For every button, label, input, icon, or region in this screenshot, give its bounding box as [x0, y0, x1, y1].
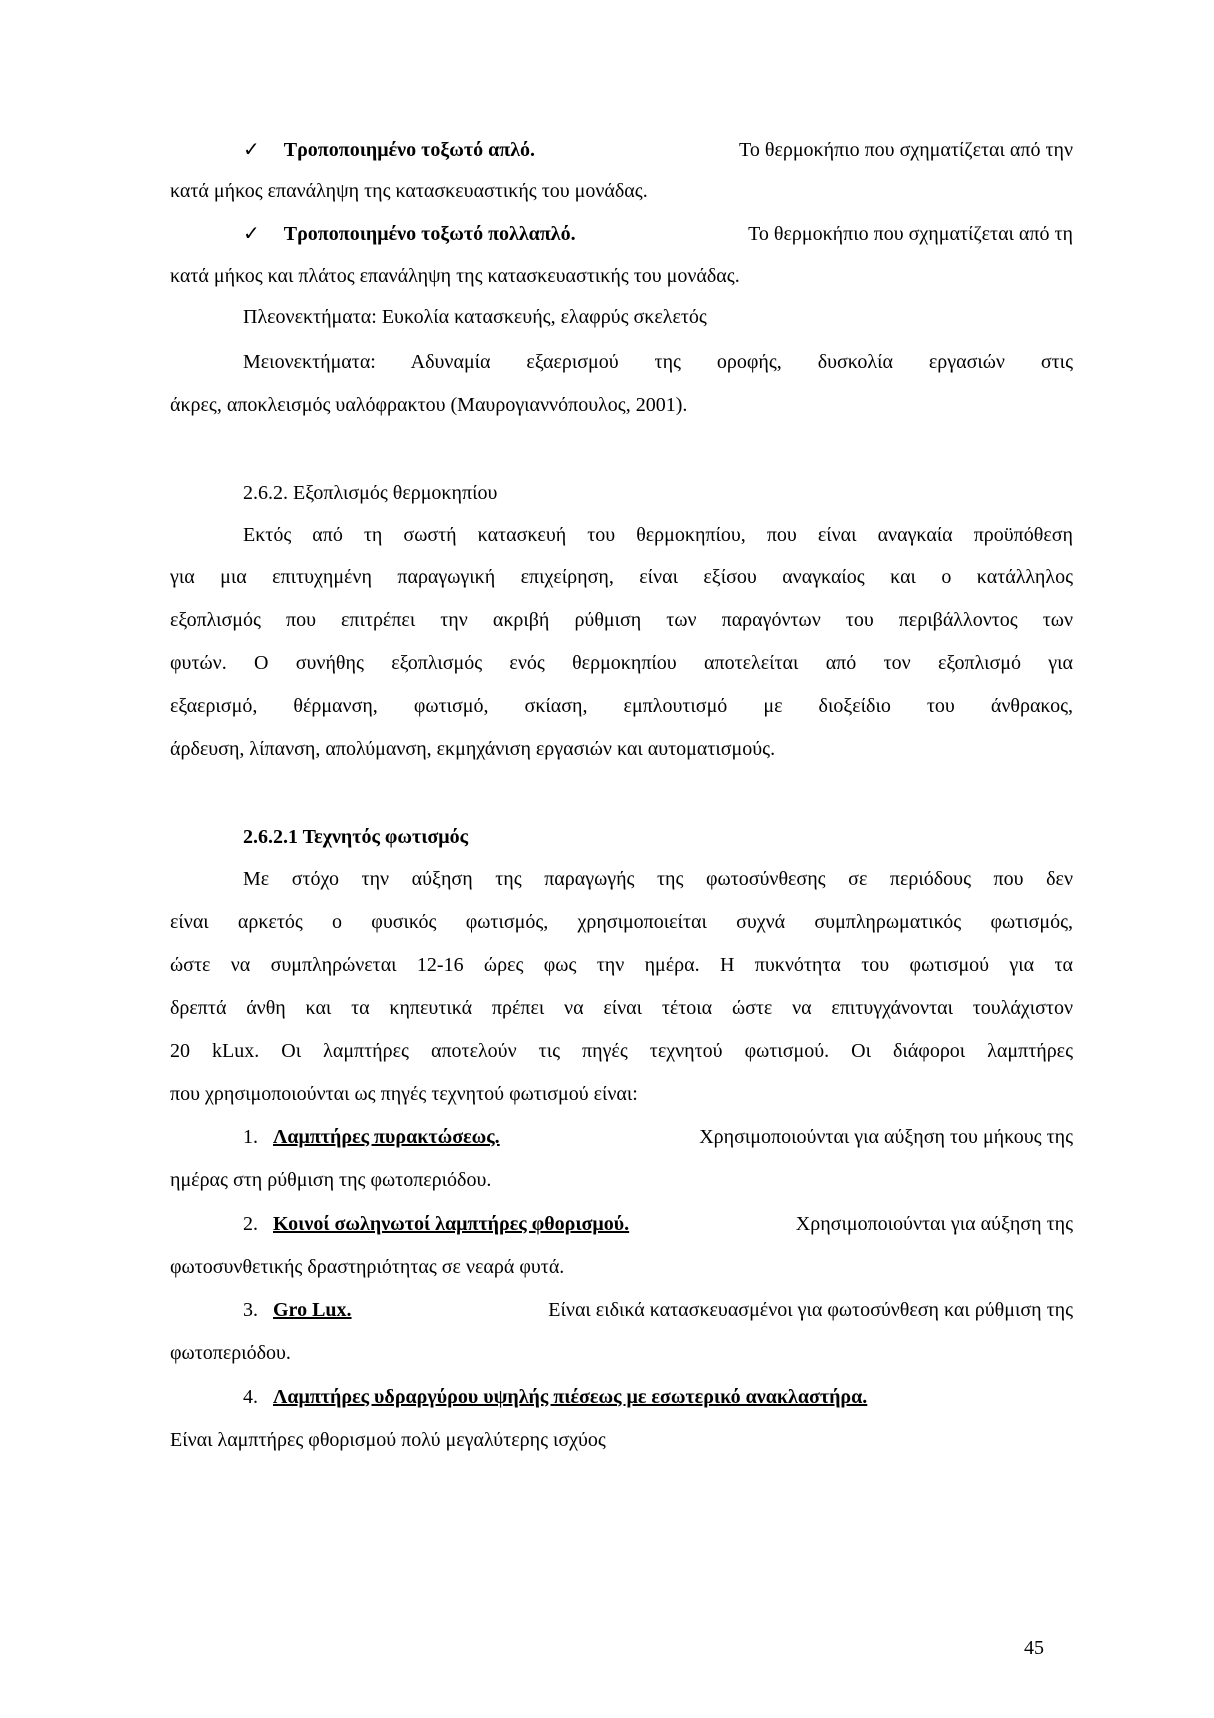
paragraph-line: εξαερισμό, θέρμανση, φωτισμό, σκίαση, εμπλουτισμό με διοξείδιο του άνθρακος,: [170, 695, 1073, 717]
page-number: 45: [1024, 1637, 1044, 1659]
item-text-continued: κατά μήκος επανάληψη της κατασκευαστικής του μονάδας.: [170, 180, 648, 202]
item-text-continued: Είναι λαμπτήρες φθορισμού πολύ μεγαλύτερης ισχύος: [170, 1429, 606, 1451]
item-text: Χρησιμοποιούνται για αύξηση του μήκους της: [699, 1126, 1073, 1148]
section-heading-equipment: 2.6.2. Εξοπλισμός θερμοκηπίου: [243, 482, 498, 504]
paragraph-line: για μια επιτυχημένη παραγωγική επιχείρηση, είναι εξίσου αναγκαίος και ο κατάλληλος: [170, 566, 1073, 588]
disadvantages-line: Μειονεκτήματα: Αδυναμία εξαερισμού της οροφής, δυσκολία εργασιών στις: [243, 351, 1073, 373]
item-text-continued: φωτοσυνθετικής δραστηριότητας σε νεαρά φυτά.: [170, 1256, 565, 1278]
check-mark-icon: ✓: [243, 223, 260, 245]
item-text-continued: κατά μήκος και πλάτος επανάληψη της κατασκευαστικής του μονάδας.: [170, 265, 740, 287]
item-text: Το θερμοκήπιο που σχηματίζεται από τη: [748, 223, 1073, 245]
item-text-continued: ημέρας στη ρύθμιση της φωτοπεριόδου.: [170, 1169, 492, 1191]
paragraph-line: είναι αρκετός ο φυσικός φωτισμός, χρησιμοποιείται συχνά συμπληρωματικός φωτισμός,: [170, 911, 1073, 933]
numbered-item: [243, 1125, 1073, 1149]
section-heading-artificial-lighting: 2.6.2.1 Τεχνητός φωτισμός: [243, 826, 469, 848]
item-title: Τροποποιημένο τοξωτό πολλαπλό.: [283, 223, 576, 245]
paragraph-line: ώστε να συμπληρώνεται 12-16 ώρες φως την ημέρα. Η πυκνότητα του φωτισμού για τα: [170, 954, 1073, 976]
item-number: 3.: [243, 1299, 258, 1321]
item-text: Είναι ειδικά κατασκευασμένοι για φωτοσύνθεση και ρύθμιση της: [548, 1299, 1073, 1321]
list-item-simple-arch: [243, 138, 1073, 162]
check-mark-icon: ✓: [243, 139, 260, 161]
disadvantages-line-continued: άκρες, αποκλεισμός υαλόφρακτου (Μαυρογιαννόπουλος, 2001).: [170, 394, 688, 416]
paragraph-line: που χρησιμοποιούνται ως πηγές τεχνητού φωτισμού είναι:: [170, 1083, 638, 1105]
item-title: Τροποποιημένο τοξωτό απλό.: [283, 139, 536, 161]
item-title: Κοινοί σωληνωτοί λαμπτήρες φθορισμού.: [273, 1213, 630, 1235]
item-title: Λαμπτήρες υδραργύρου υψηλής πιέσεως με εσωτερικό ανακλαστήρα.: [273, 1386, 868, 1408]
numbered-item: [243, 1385, 867, 1409]
item-number: 1.: [243, 1126, 258, 1148]
numbered-item: [243, 1212, 1073, 1236]
paragraph-line: εξοπλισμός που επιτρέπει την ακριβή ρύθμιση των παραγόντων του περιβάλλοντος των: [170, 609, 1073, 631]
paragraph-line: άρδευση, λίπανση, απολύμανση, εκμηχάνιση εργασιών και αυτοματισμούς.: [170, 738, 776, 760]
item-number: 4.: [243, 1386, 258, 1408]
numbered-item: [243, 1298, 1073, 1322]
paragraph-line: Εκτός από τη σωστή κατασκευή του θερμοκηπίου, που είναι αναγκαία προϋπόθεση: [243, 524, 1073, 546]
paragraph-line: δρεπτά άνθη και τα κηπευτικά πρέπει να είναι τέτοια ώστε να επιτυγχάνονται τουλάχιστον: [170, 997, 1073, 1019]
paragraph-line: φυτών. Ο συνήθης εξοπλισμός ενός θερμοκηπίου αποτελείται από τον εξοπλισμό για: [170, 652, 1073, 674]
paragraph-line: Με στόχο την αύξηση της παραγωγής της φωτοσύνθεσης σε περιόδους που δεν: [243, 868, 1073, 890]
advantages-line: Πλεονεκτήματα: Ευκολία κατασκευής, ελαφρύς σκελετός: [243, 306, 707, 328]
item-text-continued: φωτοπεριόδου.: [170, 1342, 291, 1364]
paragraph-line: 20 kLux. Οι λαμπτήρες αποτελούν τις πηγές τεχνητού φωτισμού. Οι διάφοροι λαμπτήρες: [170, 1040, 1073, 1062]
item-title: Gro Lux.: [273, 1299, 352, 1321]
item-title: Λαμπτήρες πυρακτώσεως.: [273, 1126, 500, 1148]
item-text: Το θερμοκήπιο που σχηματίζεται από την: [739, 139, 1073, 161]
item-number: 2.: [243, 1213, 258, 1235]
list-item-multi-arch: [243, 222, 1073, 246]
item-text: Χρησιμοποιούνται για αύξηση της: [795, 1213, 1073, 1235]
